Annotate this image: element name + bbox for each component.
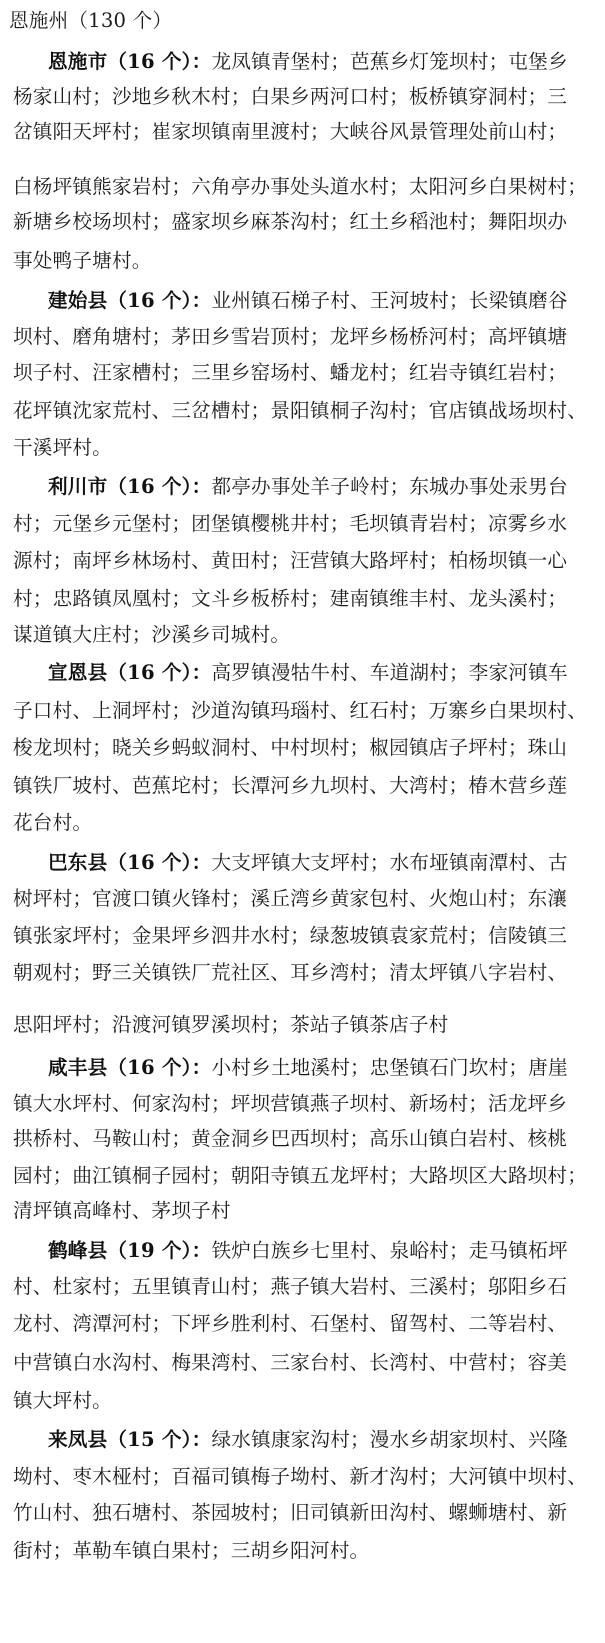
text-line: 花坪镇沈家荒村、三岔槽村；景阳镇桐子沟村；官店镇战场坝村、 xyxy=(13,399,588,422)
text-line: 源村；南坪乡林场村、黄田村；汪营镇大路坪村；柏杨坝镇一心 xyxy=(13,549,568,572)
text-line: 镇大坪村。 xyxy=(13,1389,112,1412)
county-text: 业州镇石梯子村、王河坡村；长梁镇磨谷 xyxy=(211,289,568,312)
text-line: 树坪村；官渡口镇火锋村；溪丘湾乡黄家包村、火炮山村；东瀼 xyxy=(13,887,568,910)
county-first-line xyxy=(48,1423,593,1457)
text-line: 白杨坪镇熊家岩村；六角亭办事处头道水村；太阳河乡白果树村； xyxy=(13,175,588,198)
text-line: 朝观村；野三关镇铁厂荒社区、耳乡湾村；清太坪镇八字岩村、 xyxy=(13,961,568,984)
text-line: 街村；革勒车镇白果村；三胡乡阳河村。 xyxy=(13,1539,370,1562)
text-line: 子口村、上洞坪村；沙道沟镇玛瑙村、红石村；万寨乡白果坝村、 xyxy=(13,699,588,722)
county-heading: 宣恩县（16 个）： xyxy=(48,661,212,684)
text-line: 中营镇白水沟村、梅果湾村、三家台村、长湾村、中营村；容美 xyxy=(13,1351,568,1374)
county-text: 大支坪镇大支坪村；水布垭镇南潭村、古 xyxy=(211,851,568,874)
county-text: 龙凤镇青堡村；芭蕉乡灯笼坝村；屯堡乡 xyxy=(211,50,568,73)
county-first-line xyxy=(48,1234,593,1268)
text-line: 坝子村、汪家槽村；三里乡窑场村、蟠龙村；红岩寺镇红岩村； xyxy=(13,361,568,384)
county-heading: 咸丰县（16 个）： xyxy=(48,1056,212,1079)
text-line: 坳村、枣木桠村；百福司镇梅子坳村、新才沟村；大河镇中坝村、 xyxy=(13,1465,588,1488)
county-text: 绿水镇康家沟村；漫水乡胡家坝村、兴隆 xyxy=(211,1428,568,1451)
text-line: 镇张家坪村；金果坪乡泗井水村；绿葱坡镇袁家荒村；信陵镇三 xyxy=(13,924,568,947)
county-first-line xyxy=(48,1051,593,1085)
text-line: 梭龙坝村；晓关乡蚂蚁洞村、中村坝村；椒园镇店子坪村；珠山 xyxy=(13,736,568,759)
county-heading: 鹤峰县（19 个）： xyxy=(48,1239,212,1262)
text-line: 村、杜家村；五里镇青山村；燕子镇大岩村、三溪村；邬阳乡石 xyxy=(13,1275,568,1298)
text-line: 龙村、湾潭河村；下坪乡胜利村、石堡村、留驾村、二等岩村、 xyxy=(13,1312,568,1335)
region-title: 恩施州（130 个） xyxy=(9,9,173,32)
text-line: 花台村。 xyxy=(13,811,93,834)
county-text: 小村乡土地溪村；忠堡镇石门坎村；唐崖 xyxy=(211,1056,568,1079)
text-line: 清坪镇高峰村、茅坝子村 xyxy=(13,1199,231,1222)
county-first-line xyxy=(48,656,593,690)
county-text: 高罗镇漫牯牛村、车道湖村；李家河镇车 xyxy=(211,661,568,684)
county-first-line xyxy=(48,470,593,504)
text-line: 拱桥村、马鞍山村；黄金洞乡巴西坝村；高乐山镇白岩村、核桃 xyxy=(13,1127,568,1150)
text-line: 坝村、磨角塘村；茅田乡雪岩顶村；龙坪乡杨桥河村；高坪镇塘 xyxy=(13,325,568,348)
county-text: 铁炉白族乡七里村、泉峪村；走马镇柘坪 xyxy=(211,1239,568,1262)
county-heading: 利川市（16 个）： xyxy=(48,475,212,498)
text-line: 事处鸭子塘村。 xyxy=(13,249,152,272)
text-line: 竹山村、独石塘村、茶园坡村；旧司镇新田沟村、螺蛳塘村、新 xyxy=(13,1501,568,1524)
county-heading: 恩施市（16 个）： xyxy=(48,50,212,73)
text-line: 思阳坪村；沿渡河镇罗溪坝村；茶站子镇茶店子村 xyxy=(13,1013,449,1036)
county-heading: 建始县（16 个）： xyxy=(48,289,212,312)
text-line: 镇大水坪村、何家沟村；坪坝营镇燕子坝村、新场村；活龙坪乡 xyxy=(13,1092,568,1115)
text-line: 干溪坪村。 xyxy=(13,436,112,459)
text-line: 村；忠路镇凤凰村；文斗乡板桥村；建南镇维丰村、龙头溪村； xyxy=(13,587,568,610)
county-first-line xyxy=(48,284,593,318)
county-heading: 巴东县（16 个）： xyxy=(48,851,212,874)
county-first-line xyxy=(48,846,593,880)
text-line: 杨家山村；沙地乡秋木村；白果乡两河口村；板桥镇穿洞村；三 xyxy=(13,85,568,108)
text-line: 园村；曲江镇桐子园村；朝阳寺镇五龙坪村；大路坝区大路坝村； xyxy=(13,1164,588,1187)
text-line: 镇铁厂坡村、芭蕉坨村；长潭河乡九坝村、大湾村；椿木营乡莲 xyxy=(13,774,568,797)
text-line: 岔镇阳天坪村；崔家坝镇南里渡村；大峡谷风景管理处前山村； xyxy=(13,120,568,143)
text-line: 村；元堡乡元堡村；团堡镇樱桃井村；毛坝镇青岩村；凉雾乡水 xyxy=(13,512,568,535)
county-heading: 来凤县（15 个）： xyxy=(48,1428,212,1451)
county-text: 都亭办事处羊子岭村；东城办事处汞男台 xyxy=(211,475,568,498)
text-line: 新塘乡校场坝村；盛家坝乡麻茶沟村；红土乡稻池村；舞阳坝办 xyxy=(13,210,568,233)
region-header xyxy=(9,4,589,38)
text-line: 谋道镇大庄村；沙溪乡司城村。 xyxy=(13,623,291,646)
county-first-line xyxy=(48,45,593,79)
